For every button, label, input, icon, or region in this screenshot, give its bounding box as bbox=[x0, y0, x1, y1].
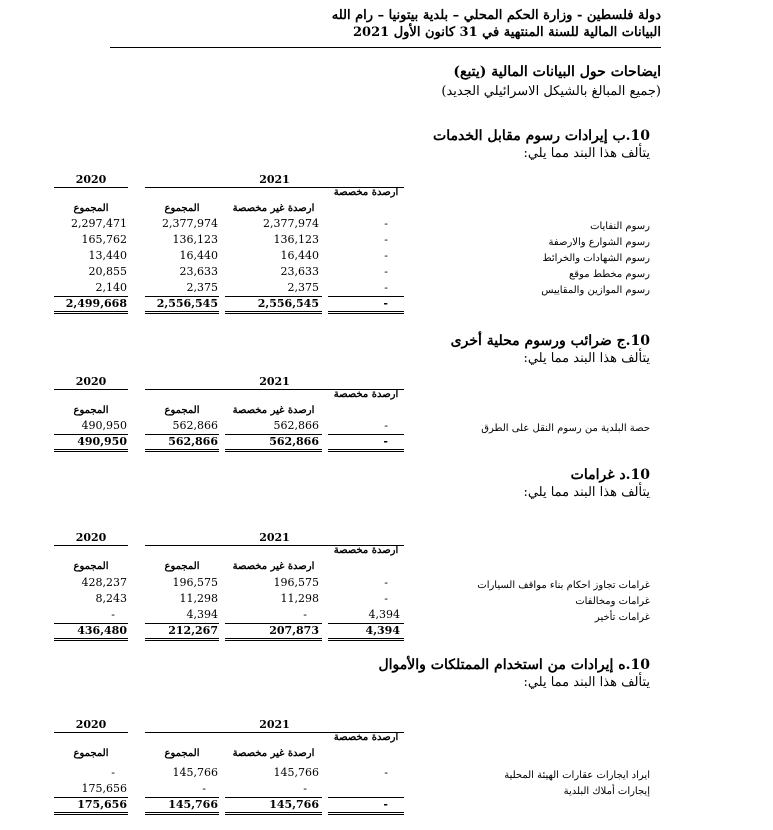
cell-total2020: - bbox=[111, 608, 115, 621]
row-label: غرامات تجاوز احكام بناء مواقف السيارات bbox=[477, 580, 650, 591]
total-double-rule bbox=[225, 449, 322, 452]
cell-unrestricted: 2,377,974 bbox=[263, 217, 319, 230]
col-unrestricted-header: ارصدة غير مخصصة bbox=[232, 203, 315, 214]
total-double-rule bbox=[145, 638, 219, 641]
cell-total2020: 175,656 bbox=[81, 782, 127, 795]
col-restricted-header: ارصدة مخصصة bbox=[333, 732, 399, 743]
year-2021-label: 2021 bbox=[259, 375, 290, 388]
total-unrestricted: 562,866 bbox=[269, 435, 319, 448]
cell-total2020: 20,855 bbox=[88, 265, 127, 278]
total-unrestricted: 145,766 bbox=[269, 798, 319, 811]
header-line-2: البيانات المالية للسنة المنتهية في 31 كانون الأول 2021 bbox=[353, 25, 661, 40]
cell-total2020: 13,440 bbox=[88, 249, 127, 262]
cell-unrestricted: 136,123 bbox=[273, 233, 319, 246]
col-total-2020-header: المجموع bbox=[73, 405, 109, 416]
total-restricted: 4,394 bbox=[365, 624, 400, 637]
col-restricted-header: ارصدة مخصصة bbox=[333, 545, 399, 556]
year-2020-rule bbox=[54, 732, 128, 733]
cell-unrestricted: - bbox=[303, 782, 307, 795]
total-total2021: 2,556,545 bbox=[156, 297, 218, 310]
cell-restricted: - bbox=[384, 766, 388, 779]
row-label: ايراد ايجارات عقارات الهيئة المحلية bbox=[504, 770, 650, 781]
cell-total2020: 2,140 bbox=[95, 281, 127, 294]
section-title: 10.ج ضرائب ورسوم محلية أخرى bbox=[450, 333, 650, 349]
cell-unrestricted: 16,440 bbox=[280, 249, 319, 262]
cell-unrestricted: 562,866 bbox=[273, 419, 319, 432]
cell-total2021: 136,123 bbox=[172, 233, 218, 246]
col-total-2020-header: المجموع bbox=[73, 561, 109, 572]
total-total2020: 436,480 bbox=[77, 624, 127, 637]
total-double-rule bbox=[54, 638, 128, 641]
col-total-2021-header: المجموع bbox=[164, 748, 200, 759]
total-double-rule bbox=[225, 311, 322, 314]
header-line-1: دولة فلسطين - وزارة الحكم المحلي – بلدية بيتونيا – رام الله bbox=[331, 8, 661, 23]
section-title: 10.ه إيرادات من استخدام الممتلكات والأموال bbox=[378, 657, 650, 673]
cell-total2020: 165,762 bbox=[81, 233, 127, 246]
cell-unrestricted: 145,766 bbox=[273, 766, 319, 779]
cell-total2020: 2,297,471 bbox=[71, 217, 127, 230]
col-total-2021-header: المجموع bbox=[164, 203, 200, 214]
cell-total2021: 145,766 bbox=[172, 766, 218, 779]
cell-total2020: 428,237 bbox=[81, 576, 127, 589]
notes-subtitle: (جميع المبالغ بالشيكل الاسرائيلي الجديد) bbox=[441, 84, 661, 99]
total-total2021: 212,267 bbox=[168, 624, 218, 637]
cell-restricted: - bbox=[384, 233, 388, 246]
year-2020-label: 2020 bbox=[75, 718, 107, 731]
cell-total2020: 490,950 bbox=[81, 419, 127, 432]
section-title: 10.د غرامات bbox=[570, 467, 650, 483]
section-consists-text: يتألف هذا البند مما يلي: bbox=[523, 675, 650, 690]
total-total2021: 562,866 bbox=[168, 435, 218, 448]
row-label: رسوم مخطط موقع bbox=[568, 269, 650, 280]
year-2020-rule bbox=[54, 389, 128, 390]
total-double-rule bbox=[54, 311, 128, 314]
section-consists-text: يتألف هذا البند مما يلي: bbox=[523, 351, 650, 366]
total-double-rule bbox=[225, 638, 322, 641]
section-consists-text: يتألف هذا البند مما يلي: bbox=[523, 146, 650, 161]
col-total-2021-header: المجموع bbox=[164, 405, 200, 416]
total-double-rule bbox=[328, 311, 404, 314]
notes-title: ايضاحات حول البيانات المالية (يتبع) bbox=[453, 64, 661, 80]
total-total2020: 175,656 bbox=[77, 798, 127, 811]
total-double-rule bbox=[145, 812, 219, 815]
subtotal-rule bbox=[328, 797, 404, 798]
total-restricted: - bbox=[383, 297, 388, 310]
year-2021-label: 2021 bbox=[259, 531, 290, 544]
cell-total2021: - bbox=[202, 782, 206, 795]
year-2020-label: 2020 bbox=[75, 531, 107, 544]
cell-total2021: 2,377,974 bbox=[162, 217, 218, 230]
cell-restricted: - bbox=[384, 419, 388, 432]
total-restricted: - bbox=[383, 435, 388, 448]
cell-restricted: - bbox=[384, 217, 388, 230]
header-rule bbox=[110, 47, 661, 48]
col-total-2021-header: المجموع bbox=[164, 561, 200, 572]
cell-total2021: 11,298 bbox=[179, 592, 218, 605]
year-2020-rule bbox=[54, 545, 128, 546]
total-double-rule bbox=[54, 812, 128, 815]
total-total2020: 490,950 bbox=[77, 435, 127, 448]
section-consists-text: يتألف هذا البند مما يلي: bbox=[523, 485, 650, 500]
col-restricted-header: ارصدة مخصصة bbox=[333, 389, 399, 400]
cell-unrestricted: 196,575 bbox=[273, 576, 319, 589]
cell-restricted: - bbox=[384, 576, 388, 589]
year-2020-label: 2020 bbox=[75, 375, 107, 388]
cell-total2021: 2,375 bbox=[186, 281, 218, 294]
cell-restricted: - bbox=[384, 265, 388, 278]
cell-unrestricted: 2,375 bbox=[287, 281, 319, 294]
subtotal-rule bbox=[328, 296, 404, 297]
total-double-rule bbox=[225, 812, 322, 815]
year-2021-label: 2021 bbox=[259, 173, 290, 186]
cell-total2020: 8,243 bbox=[95, 592, 127, 605]
cell-restricted: 4,394 bbox=[368, 608, 400, 621]
cell-total2021: 16,440 bbox=[179, 249, 218, 262]
total-double-rule bbox=[328, 812, 404, 815]
subtotal-rule bbox=[328, 434, 404, 435]
cell-restricted: - bbox=[384, 281, 388, 294]
section-title: 10.ب إيرادات رسوم مقابل الخدمات bbox=[433, 128, 650, 144]
total-double-rule bbox=[145, 449, 219, 452]
cell-total2021: 562,866 bbox=[172, 419, 218, 432]
cell-total2020: - bbox=[111, 766, 115, 779]
col-unrestricted-header: ارصدة غير مخصصة bbox=[232, 748, 315, 759]
col-total-2020-header: المجموع bbox=[73, 203, 109, 214]
col-total-2020-header: المجموع bbox=[73, 748, 109, 759]
year-2021-label: 2021 bbox=[259, 718, 290, 731]
total-total2020: 2,499,668 bbox=[65, 297, 127, 310]
row-label: رسوم الموازين والمقاييس bbox=[541, 285, 650, 296]
total-unrestricted: 207,873 bbox=[269, 624, 319, 637]
cell-total2021: 4,394 bbox=[186, 608, 218, 621]
cell-restricted: - bbox=[384, 249, 388, 262]
col-unrestricted-header: ارصدة غير مخصصة bbox=[232, 561, 315, 572]
cell-restricted: - bbox=[384, 592, 388, 605]
total-double-rule bbox=[145, 311, 219, 314]
total-double-rule bbox=[54, 449, 128, 452]
cell-total2021: 196,575 bbox=[172, 576, 218, 589]
row-label: إيجارات أملاك البلدية bbox=[563, 786, 650, 797]
col-unrestricted-header: ارصدة غير مخصصة bbox=[232, 405, 315, 416]
row-label: غرامات ومخالفات bbox=[575, 596, 650, 607]
row-label: رسوم النفايات bbox=[590, 221, 650, 232]
cell-unrestricted: 11,298 bbox=[280, 592, 319, 605]
row-label: حصة البلدية من رسوم النقل على الطرق bbox=[481, 423, 650, 434]
cell-unrestricted: 23,633 bbox=[280, 265, 319, 278]
total-unrestricted: 2,556,545 bbox=[257, 297, 319, 310]
row-label: رسوم الشوارع والارصفة bbox=[548, 237, 650, 248]
row-label: غرامات تأخير bbox=[594, 612, 650, 623]
cell-unrestricted: - bbox=[303, 608, 307, 621]
total-double-rule bbox=[328, 449, 404, 452]
total-double-rule bbox=[328, 638, 404, 641]
col-restricted-header: ارصدة مخصصة bbox=[333, 187, 399, 198]
total-total2021: 145,766 bbox=[168, 798, 218, 811]
total-restricted: - bbox=[383, 798, 388, 811]
year-2020-label: 2020 bbox=[75, 173, 107, 186]
year-2020-rule bbox=[54, 187, 128, 188]
cell-total2021: 23,633 bbox=[179, 265, 218, 278]
row-label: رسوم الشهادات والخرائط bbox=[542, 253, 650, 264]
